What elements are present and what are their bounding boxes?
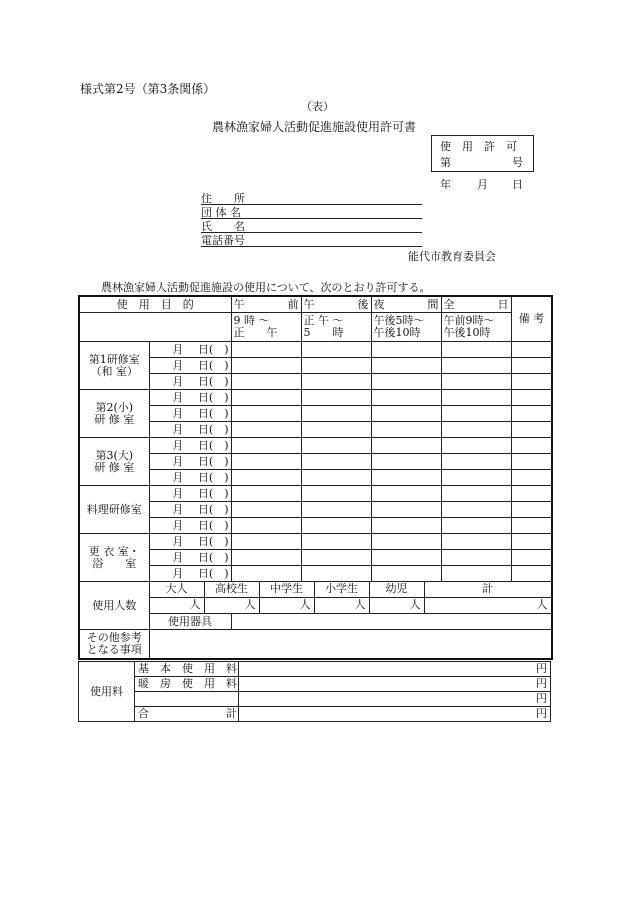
blank-fee-label <box>135 692 239 707</box>
slot-cell[interactable] <box>301 550 371 566</box>
slot-cell[interactable] <box>441 502 511 518</box>
date-cell[interactable]: 月 日( ) <box>149 438 231 454</box>
heating-fee-label: 暖 房 使 用 料 <box>135 677 239 692</box>
room-row <box>79 374 552 390</box>
slot-cell[interactable] <box>371 422 441 438</box>
room-name: 第1研修室 （和 室） <box>79 342 149 390</box>
date-cell[interactable]: 月 日( ) <box>149 534 231 550</box>
room-name: 更 衣 室・ 浴 室 <box>79 534 149 582</box>
group-label: 団 体 名 <box>201 206 241 219</box>
slot-cell[interactable] <box>301 438 371 454</box>
user-count[interactable]: 人 <box>315 598 370 613</box>
date-cell[interactable]: 月 日( ) <box>149 342 231 358</box>
user-count[interactable]: 人 <box>150 598 205 613</box>
other-field[interactable] <box>149 630 552 660</box>
slot-cell[interactable] <box>371 374 441 390</box>
allday-header: 全 日 <box>441 296 511 313</box>
equipment-field[interactable] <box>231 614 552 630</box>
slot-cell[interactable] <box>371 566 441 582</box>
night-range: 午後5時～ 午後10時 <box>371 313 441 342</box>
slot-cell[interactable] <box>371 534 441 550</box>
permit-no-prefix: 第 <box>440 156 451 169</box>
slot-cell[interactable] <box>231 342 301 358</box>
room-row <box>79 342 552 358</box>
room-row <box>79 390 552 406</box>
usage-table <box>78 295 553 660</box>
user-count[interactable]: 人 <box>536 598 548 611</box>
name-label: 氏 名 <box>201 220 245 233</box>
date-cell[interactable]: 月 日( ) <box>149 422 231 438</box>
slot-cell[interactable] <box>301 422 371 438</box>
fee-table <box>78 661 551 722</box>
room-row <box>79 502 552 518</box>
basic-fee-value[interactable]: 円 <box>239 662 551 677</box>
room-name: 第2(小) 研 修 室 <box>79 390 149 438</box>
slot-cell[interactable] <box>441 470 511 486</box>
user-count[interactable]: 人 <box>370 598 425 613</box>
fee-label: 使用料 <box>79 662 135 722</box>
blank-fee-value[interactable]: 円 <box>239 692 551 707</box>
user-category: 高校生 <box>205 582 260 598</box>
am-range: 9 時 ～ 正 午 <box>231 313 301 342</box>
form-title: 農林漁家婦人活動促進施設使用許可書 <box>212 120 417 134</box>
slot-cell[interactable] <box>231 374 301 390</box>
slot-cell[interactable] <box>441 550 511 566</box>
slot-cell[interactable] <box>301 486 371 502</box>
slot-cell[interactable] <box>301 390 371 406</box>
slot-cell[interactable] <box>441 454 511 470</box>
slot-cell[interactable] <box>301 566 371 582</box>
room-row <box>79 406 552 422</box>
address-label: 住 所 <box>201 192 245 205</box>
slot-cell[interactable] <box>441 358 511 374</box>
slot-cell[interactable] <box>511 374 552 390</box>
date-cell[interactable]: 月 日( ) <box>149 550 231 566</box>
slot-cell[interactable] <box>301 518 371 534</box>
slot-cell[interactable] <box>231 454 301 470</box>
slot-cell[interactable] <box>511 550 552 566</box>
slot-cell[interactable] <box>371 550 441 566</box>
slot-cell[interactable] <box>441 438 511 454</box>
date-year: 年 <box>440 178 451 191</box>
slot-cell[interactable] <box>511 566 552 582</box>
slot-cell[interactable] <box>231 358 301 374</box>
slot-cell[interactable] <box>231 438 301 454</box>
slot-cell[interactable] <box>441 486 511 502</box>
user-category: 幼児 <box>370 582 425 598</box>
date-cell[interactable]: 月 日( ) <box>149 406 231 422</box>
am-header: 午 前 <box>231 296 301 313</box>
date-cell[interactable]: 月 日( ) <box>149 390 231 406</box>
slot-cell[interactable] <box>301 406 371 422</box>
slot-cell[interactable] <box>371 406 441 422</box>
slot-cell[interactable] <box>231 566 301 582</box>
room-row <box>79 454 552 470</box>
room-row <box>79 358 552 374</box>
slot-cell[interactable] <box>511 470 552 486</box>
slot-cell[interactable] <box>511 358 552 374</box>
slot-cell[interactable] <box>511 422 552 438</box>
statement: 農林漁家婦人活動促進施設の使用について、次のとおり許可する。 <box>101 281 431 294</box>
slot-cell[interactable] <box>371 454 441 470</box>
room-row <box>79 566 552 582</box>
room-name: 第3(大) 研 修 室 <box>79 438 149 486</box>
slot-cell[interactable] <box>231 406 301 422</box>
slot-cell[interactable] <box>301 470 371 486</box>
pm-range: 正 午 ～ 5 時 <box>301 313 371 342</box>
equipment-label: 使用器具 <box>149 614 231 630</box>
slot-cell[interactable] <box>511 438 552 454</box>
user-count[interactable]: 人 <box>205 598 260 613</box>
slot-cell[interactable] <box>301 342 371 358</box>
slot-cell[interactable] <box>231 470 301 486</box>
slot-cell[interactable] <box>441 422 511 438</box>
slot-cell[interactable] <box>231 518 301 534</box>
user-category: 計 <box>425 582 551 598</box>
slot-cell[interactable] <box>441 406 511 422</box>
total-fee-label: 合 計 <box>135 707 239 722</box>
slot-cell[interactable] <box>511 454 552 470</box>
slot-cell[interactable] <box>371 358 441 374</box>
slot-cell[interactable] <box>371 518 441 534</box>
other-label: その他参考 となる事項 <box>79 630 149 660</box>
date-cell[interactable]: 月 日( ) <box>149 454 231 470</box>
date-cell[interactable]: 月 日( ) <box>149 566 231 582</box>
users-cells <box>149 582 552 614</box>
purpose-blank <box>79 313 231 342</box>
side-label: （表） <box>301 100 334 113</box>
room-row <box>79 550 552 566</box>
heating-fee-value[interactable]: 円 <box>239 677 551 692</box>
user-count[interactable]: 人 <box>260 598 315 613</box>
slot-cell[interactable] <box>231 534 301 550</box>
night-header: 夜 間 <box>371 296 441 313</box>
slot-cell[interactable] <box>231 390 301 406</box>
slot-cell[interactable] <box>441 518 511 534</box>
allday-range: 午前9時～ 午後10時 <box>441 313 511 342</box>
phone-label: 電話番号 <box>201 234 245 247</box>
remarks-header: 備 考 <box>511 296 552 342</box>
slot-cell[interactable] <box>511 342 552 358</box>
room-row <box>79 486 552 502</box>
slot-cell[interactable] <box>511 406 552 422</box>
room-row <box>79 438 552 454</box>
date-cell[interactable]: 月 日( ) <box>149 502 231 518</box>
date-day: 日 <box>512 178 523 191</box>
slot-cell[interactable] <box>371 502 441 518</box>
slot-cell[interactable] <box>301 374 371 390</box>
slot-cell[interactable] <box>441 390 511 406</box>
date-cell[interactable]: 月 日( ) <box>149 470 231 486</box>
users-label: 使用人数 <box>79 582 149 630</box>
pm-header: 午 後 <box>301 296 371 313</box>
purpose-header: 使 用 目 的 <box>79 296 231 313</box>
slot-cell[interactable] <box>301 358 371 374</box>
slot-cell[interactable] <box>371 486 441 502</box>
slot-cell[interactable] <box>371 342 441 358</box>
slot-cell[interactable] <box>511 486 552 502</box>
total-fee-value[interactable]: 円 <box>239 707 551 722</box>
slot-cell[interactable] <box>231 502 301 518</box>
user-category: 小学生 <box>315 582 370 598</box>
slot-cell[interactable] <box>231 486 301 502</box>
date-month: 月 <box>477 178 488 191</box>
user-category: 中学生 <box>260 582 315 598</box>
slot-cell[interactable] <box>231 550 301 566</box>
basic-fee-label: 基 本 使 用 料 <box>135 662 239 677</box>
date-cell[interactable]: 月 日( ) <box>149 374 231 390</box>
slot-cell[interactable] <box>511 534 552 550</box>
date-cell[interactable]: 月 日( ) <box>149 518 231 534</box>
form-number: 様式第2号（第3条関係） <box>80 82 216 96</box>
slot-cell[interactable] <box>441 374 511 390</box>
slot-cell[interactable] <box>511 518 552 534</box>
room-row <box>79 470 552 486</box>
room-row <box>79 422 552 438</box>
slot-cell[interactable] <box>441 534 511 550</box>
slot-cell[interactable] <box>301 534 371 550</box>
date-cell[interactable]: 月 日( ) <box>149 358 231 374</box>
slot-cell[interactable] <box>231 422 301 438</box>
user-category: 大人 <box>150 582 205 598</box>
slot-cell[interactable] <box>371 470 441 486</box>
room-row <box>79 534 552 550</box>
slot-cell[interactable] <box>441 342 511 358</box>
slot-cell[interactable] <box>301 454 371 470</box>
slot-cell[interactable] <box>511 502 552 518</box>
room-name: 料理研修室 <box>79 486 149 534</box>
slot-cell[interactable] <box>371 390 441 406</box>
slot-cell[interactable] <box>511 390 552 406</box>
slot-cell[interactable] <box>441 566 511 582</box>
permit-label: 使 用 許 可 <box>440 140 517 153</box>
issuer: 能代市教育委員会 <box>408 250 496 263</box>
date-cell[interactable]: 月 日( ) <box>149 486 231 502</box>
slot-cell[interactable] <box>371 438 441 454</box>
room-row <box>79 518 552 534</box>
slot-cell[interactable] <box>301 502 371 518</box>
phone-line <box>201 246 422 247</box>
permit-no-suffix: 号 <box>512 156 523 169</box>
